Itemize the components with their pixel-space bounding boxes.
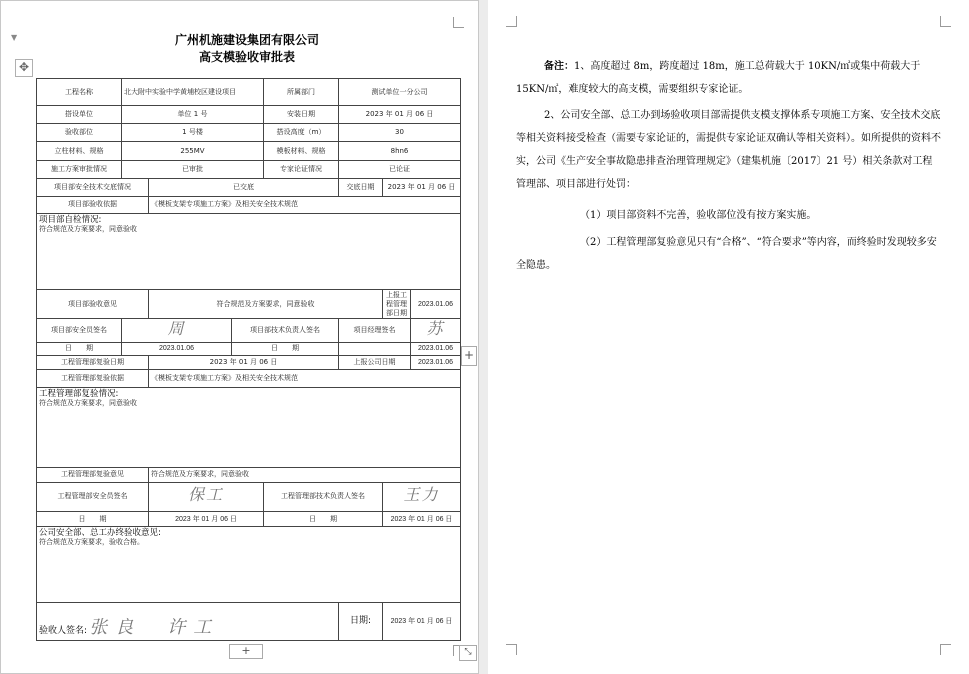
re-inspection-date-value: 2023 年 01 月 06 日	[149, 355, 339, 369]
inspection-part-label: 验收部位	[37, 124, 122, 142]
project-tech-lead-label: 项目部技术负责人签名	[232, 318, 339, 342]
company-report-date-value: 2023.01.06	[411, 355, 461, 369]
document-page-right	[488, 0, 969, 674]
formwork-material-label: 模板材料、规格	[264, 142, 339, 160]
inspection-part-value: 1 号楼	[122, 124, 264, 142]
project-self-check-heading: 项目部自检情况:	[39, 214, 102, 225]
project-name-label: 工程名称	[37, 79, 122, 106]
acceptance-date-label: 日期:	[339, 602, 383, 640]
add-row-button[interactable]: +	[229, 644, 263, 659]
plan-approval-value: 已审批	[122, 160, 264, 178]
note-paragraph-2: 2、公司安全部、总工办到场验收项目部需提供支模支撑体系专项施工方案、安全技术交底等相关资料接受检查（需要专家论证的，需提供专家论证双确认等相关资料）。如所提供的资料不实，公司《生产安全事故隐患排查治理管理规定》（建集机施〔2017〕21 号）相关条款对工程管理部、项目部进行处罚：	[516, 110, 941, 190]
project-self-check-value: 符合规范及方案要求，同意验收	[39, 224, 137, 233]
company-report-date-label: 上报公司日期	[339, 355, 411, 369]
re-inspection-basis-label: 工程管理部复验依据	[37, 369, 149, 387]
briefing-date-label: 交底日期	[339, 178, 383, 196]
dept-tech-lead-signature	[383, 482, 461, 511]
document-page-left	[0, 0, 479, 674]
signature-mark: 苏	[426, 318, 445, 338]
date-label: 日 期	[232, 342, 339, 355]
briefing-date-value: 2023 年 01 月 06 日	[383, 178, 461, 196]
final-acceptance-opinion	[37, 527, 461, 603]
final-acceptance-heading: 公司安全部、总工办终验收意见:	[39, 528, 161, 539]
form-title: 高支模验收审批表	[198, 50, 295, 64]
acceptor-signature-label: 验收人签名:	[39, 626, 88, 636]
safety-briefing-label: 项目部安全技术交底情况	[37, 178, 149, 196]
re-inspection-basis-value: 《模板支架专项施工方案》及相关安全技术规范	[149, 369, 461, 387]
project-manager-label: 项目经理签名	[339, 318, 411, 342]
crop-mark	[506, 644, 517, 655]
note-paragraph-3: （1）项目部资料不完善，验收部位没有按方案实施。	[580, 210, 817, 221]
acceptance-date-value: 2023 年 01 月 06 日	[383, 602, 461, 640]
company-name: 广州机施建设集团有限公司	[174, 33, 319, 47]
crop-mark	[940, 16, 951, 27]
formwork-material-value: 8hn6	[339, 142, 461, 160]
add-column-button[interactable]: +	[461, 346, 477, 366]
report-date-label: 上报工程管理部日期	[383, 290, 411, 318]
dept-safety-date: 2023 年 01 月 06 日	[149, 511, 264, 526]
dept-safety-officer-signature	[149, 482, 264, 511]
collapse-arrow-icon[interactable]: ▼	[11, 33, 18, 42]
project-self-check	[37, 213, 461, 290]
dept-safety-officer-label: 工程管理部安全员签名	[37, 482, 149, 511]
table-resize-handle-icon[interactable]: ⤡	[459, 645, 477, 661]
signature-mark: 保工	[187, 485, 224, 505]
safety-briefing-value: 已交底	[149, 178, 339, 196]
note-text-1: 1、高度超过 8m，跨度超过 18m，施工总荷载大于 10KN/㎡或集中荷载大于 15KN/㎡，难度较大的高支模，需要组织专家论证。	[516, 61, 921, 95]
expert-review-label: 专家论证情况	[264, 160, 339, 178]
project-basis-label: 项目部验收依据	[37, 196, 149, 213]
expert-review-value: 已论证	[339, 160, 461, 178]
table-move-handle-icon[interactable]: ✥	[15, 59, 33, 77]
height-label: 搭设高度（m）	[264, 124, 339, 142]
column-material-value: 255MV	[122, 142, 264, 160]
date-label: 日 期	[37, 511, 149, 526]
re-inspection-date-label: 工程管理部复验日期	[37, 355, 149, 369]
acceptor-signature: 张良 许工	[89, 617, 220, 638]
dept-tech-date: 2023 年 01 月 06 日	[383, 511, 461, 526]
install-date-label: 安装日期	[264, 106, 339, 124]
crop-mark	[506, 16, 517, 27]
crop-mark	[940, 644, 951, 655]
note-paragraph-1	[516, 55, 941, 101]
builder-value: 单位 1 号	[122, 106, 264, 124]
date-label: 日 期	[37, 342, 122, 355]
empty-cell	[339, 342, 411, 355]
safety-officer-date: 2023.01.06	[122, 342, 232, 355]
final-acceptance-value: 符合规范及方案要求，验收合格。	[39, 538, 144, 547]
project-safety-officer-label: 项目部安全员签名	[37, 318, 122, 342]
re-inspection-status	[37, 388, 461, 468]
project-opinion-value: 符合规范及方案要求，同意验收	[149, 290, 383, 318]
builder-label: 搭设单位	[37, 106, 122, 124]
signature-mark: 周	[167, 318, 186, 338]
crop-mark	[453, 17, 464, 28]
department-value: 测试单位一分公司	[339, 79, 461, 106]
report-date-value: 2023.01.06	[411, 290, 461, 318]
plan-approval-label: 施工方案审批情况	[37, 160, 122, 178]
project-safety-officer-signature	[122, 318, 232, 342]
signature-mark: 王力	[403, 485, 440, 505]
re-inspection-opinion-label: 工程管理部复验意见	[37, 467, 149, 482]
dept-tech-lead-label: 工程管理部技术负责人签名	[264, 482, 383, 511]
project-basis-value: 《模板支架专项施工方案》及相关安全技术规范	[149, 196, 461, 213]
manager-date: 2023.01.06	[411, 342, 461, 355]
note-heading: 备注：	[544, 61, 574, 72]
approval-form-table	[36, 78, 461, 641]
column-material-label: 立柱材料、规格	[37, 142, 122, 160]
note-paragraph-4: （2）工程管理部复验意见只有“合格”、“符合要求”等内容，而终验时发现较多安全隐患。	[516, 237, 937, 271]
project-opinion-label: 项目部验收意见	[37, 290, 149, 318]
install-date-value: 2023 年 01 月 06 日	[339, 106, 461, 124]
re-inspection-status-value: 符合规范及方案要求，同意验收	[39, 399, 137, 408]
project-manager-signature	[411, 318, 461, 342]
re-inspection-opinion-value: 符合规范及方案要求，同意验收	[149, 467, 461, 482]
re-inspection-status-heading: 工程管理部复验情况:	[39, 389, 119, 400]
acceptor-signature-cell	[37, 602, 339, 640]
date-label: 日 期	[264, 511, 383, 526]
project-name-value: 北大附中实验中学黄埔校区建设项目	[122, 79, 264, 106]
department-label: 所属部门	[264, 79, 339, 106]
height-value: 30	[339, 124, 461, 142]
